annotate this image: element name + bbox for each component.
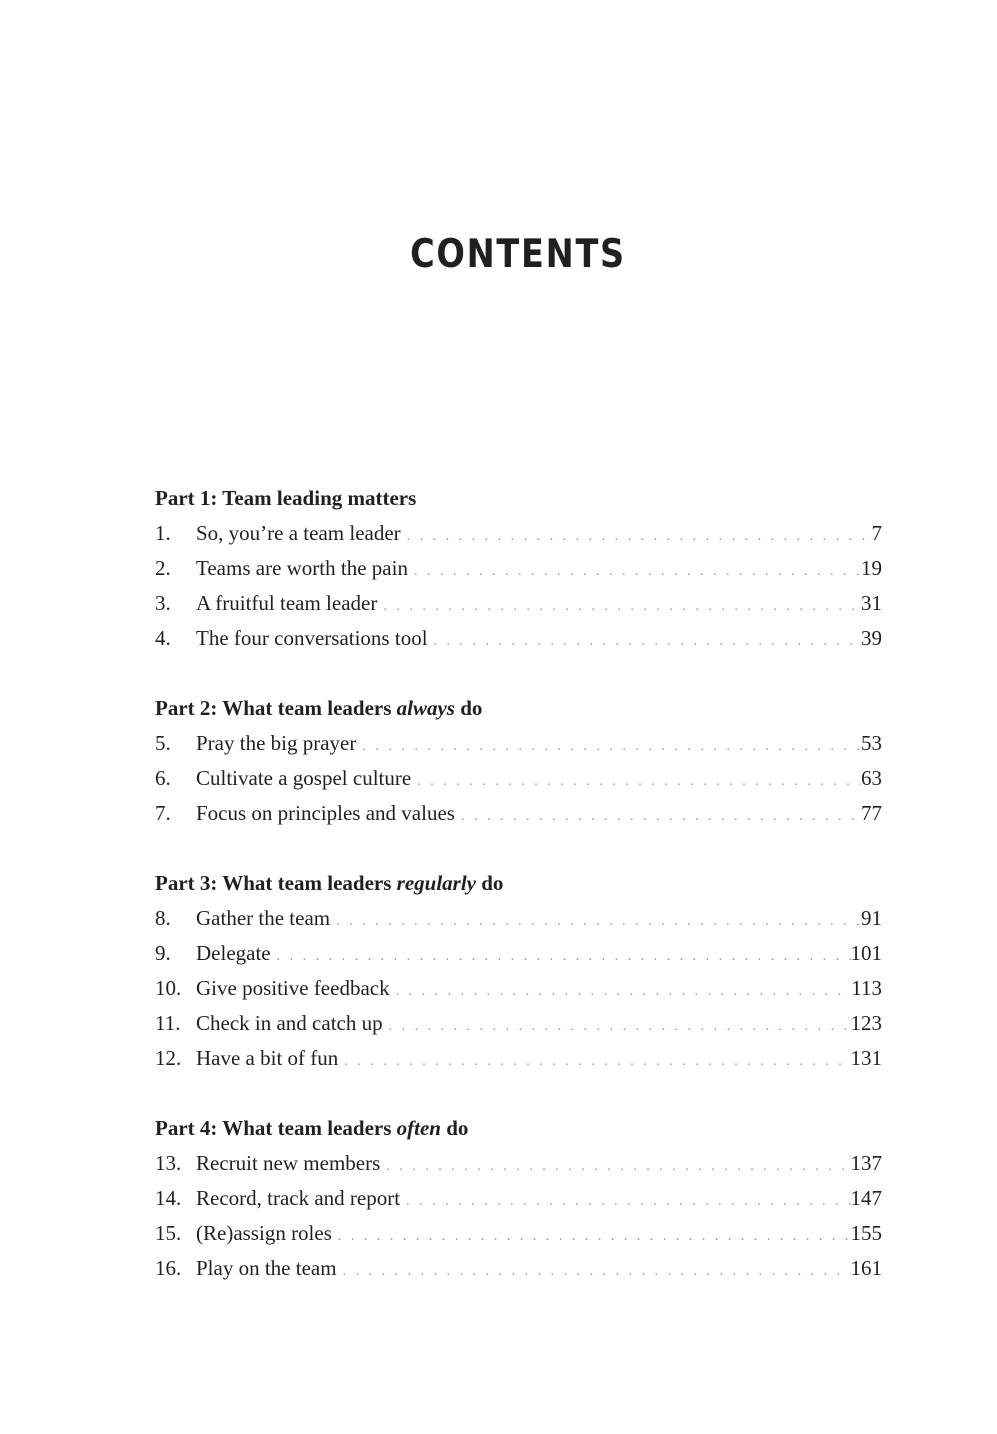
chapter-title: Focus on principles and values — [196, 801, 455, 825]
page-number: 39 — [861, 626, 882, 650]
page-number: 19 — [861, 556, 882, 580]
dot-leader — [428, 624, 861, 659]
chapter-number: 4. — [155, 626, 171, 650]
table-of-contents — [155, 481, 882, 1321]
page-number: 147 — [850, 1186, 882, 1210]
chapter-title: Have a bit of fun — [196, 1046, 339, 1070]
page-number: 63 — [861, 766, 882, 790]
page-number: 31 — [861, 591, 882, 615]
dot-leader — [338, 1044, 850, 1079]
page-number: 131 — [850, 1046, 882, 1070]
toc-part-2 — [155, 691, 882, 831]
dot-leader — [400, 1184, 850, 1219]
part-heading: Part 1: Team leading matters — [155, 486, 417, 510]
dot-leader — [383, 1009, 851, 1044]
chapter-number: 16. — [155, 1256, 182, 1280]
toc-entry — [155, 726, 882, 761]
dot-leader — [408, 554, 861, 589]
dot-leader — [380, 1149, 850, 1184]
toc-entry — [155, 761, 882, 796]
toc-entry — [155, 936, 882, 971]
dot-leader — [401, 519, 872, 554]
page-title: CONTENTS — [410, 232, 626, 277]
toc-entry — [155, 1006, 882, 1041]
chapter-number: 14. — [155, 1186, 182, 1210]
dot-leader — [377, 589, 861, 624]
toc-entry — [155, 586, 882, 621]
page-number: 101 — [850, 941, 882, 965]
dot-leader — [356, 729, 861, 764]
chapter-number: 5. — [155, 731, 171, 755]
chapter-number: 1. — [155, 521, 171, 545]
toc-part-3 — [155, 866, 882, 1076]
chapter-number: 2. — [155, 556, 171, 580]
chapter-title: Delegate — [196, 941, 271, 965]
page-number: 161 — [850, 1256, 882, 1280]
dot-leader — [390, 974, 852, 1009]
chapter-number: 6. — [155, 766, 171, 790]
toc-entry — [155, 1251, 882, 1286]
page-number: 113 — [851, 976, 882, 1000]
toc-entry — [155, 971, 882, 1006]
chapter-number: 7. — [155, 801, 171, 825]
dot-leader — [332, 1219, 851, 1254]
part-heading: Part 4: What team leaders often do — [155, 1116, 469, 1140]
toc-entry — [155, 1216, 882, 1251]
toc-entry — [155, 901, 882, 936]
chapter-number: 13. — [155, 1151, 182, 1175]
chapter-title: Gather the team — [196, 906, 331, 930]
toc-entry — [155, 1041, 882, 1076]
dot-leader — [337, 1254, 851, 1289]
toc-entry — [155, 796, 882, 831]
chapter-title: Cultivate a gospel culture — [196, 766, 412, 790]
page-number: 123 — [850, 1011, 882, 1035]
toc-entry — [155, 1146, 882, 1181]
chapter-number: 10. — [155, 976, 182, 1000]
toc-part-1 — [155, 481, 882, 656]
page-number: 137 — [850, 1151, 882, 1175]
chapter-title: Teams are worth the pain — [196, 556, 408, 580]
chapter-title: Play on the team — [196, 1256, 337, 1280]
dot-leader — [455, 799, 861, 834]
chapter-number: 15. — [155, 1221, 182, 1245]
dot-leader — [330, 904, 861, 939]
dot-leader — [271, 939, 851, 974]
page-number: 53 — [861, 731, 882, 755]
part-heading: Part 2: What team leaders always do — [155, 696, 483, 720]
chapter-number: 12. — [155, 1046, 182, 1070]
toc-entry — [155, 516, 882, 551]
chapter-number: 3. — [155, 591, 171, 615]
chapter-number: 9. — [155, 941, 171, 965]
page-number: 91 — [861, 906, 882, 930]
chapter-title: The four conversations tool — [196, 626, 428, 650]
toc-entry — [155, 551, 882, 586]
part-heading: Part 3: What team leaders regularly do — [155, 871, 504, 895]
toc-entry — [155, 621, 882, 656]
toc-part-4 — [155, 1111, 882, 1286]
chapter-title: Recruit new members — [196, 1151, 381, 1175]
chapter-title: A fruitful team leader — [196, 591, 378, 615]
chapter-number: 8. — [155, 906, 171, 930]
chapter-title: Record, track and report — [196, 1186, 401, 1210]
chapter-title: Pray the big prayer — [196, 731, 357, 755]
chapter-number: 11. — [155, 1011, 181, 1035]
page-number: 155 — [850, 1221, 882, 1245]
chapter-title: So, you’re a team leader — [196, 521, 401, 545]
chapter-title: (Re)assign roles — [196, 1221, 332, 1245]
page-number: 77 — [861, 801, 882, 825]
chapter-title: Give positive feedback — [196, 976, 390, 1000]
toc-entry — [155, 1181, 882, 1216]
dot-leader — [411, 764, 861, 799]
chapter-title: Check in and catch up — [196, 1011, 383, 1035]
page-number: 7 — [871, 521, 882, 545]
